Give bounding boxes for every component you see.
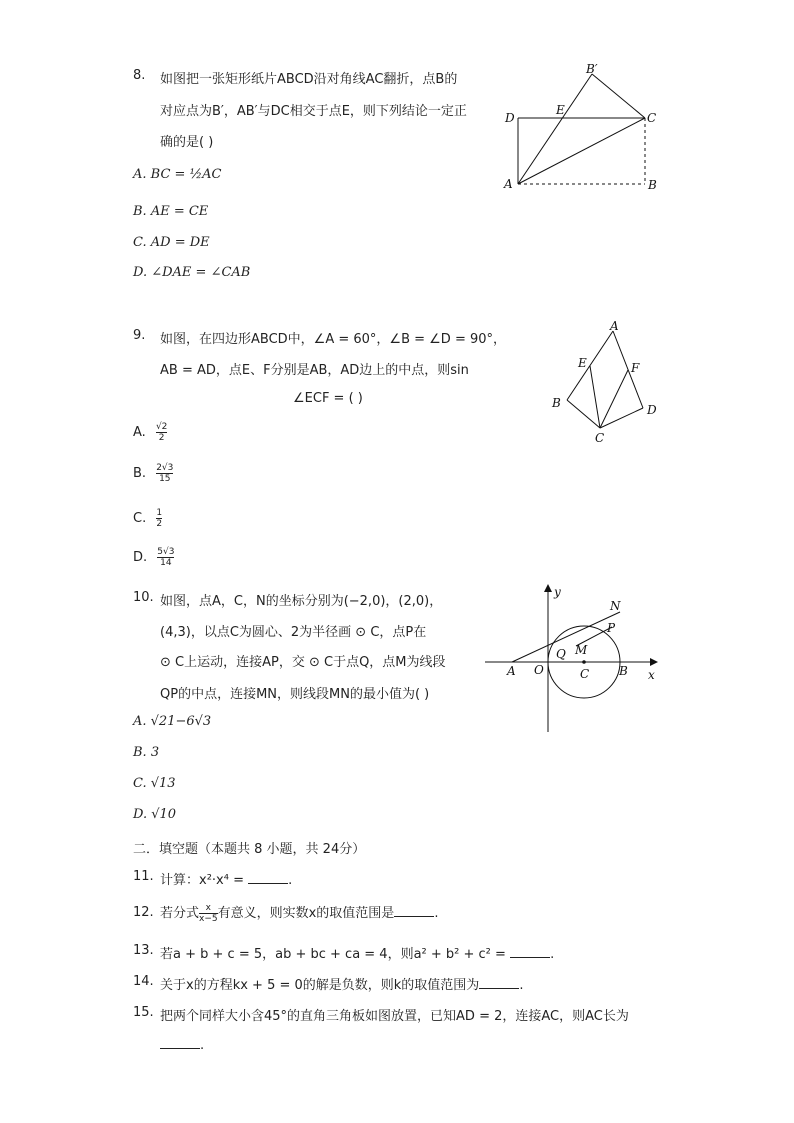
q11-text: 计算：x²·x⁴ = . bbox=[160, 873, 293, 888]
q13-answer-blank[interactable] bbox=[510, 947, 550, 958]
q10-text-line3: ⊙ C上运动，连接AP，交 ⊙ C于点Q，点M为线段 bbox=[160, 655, 446, 670]
q13-number: 13. bbox=[133, 943, 154, 958]
q12-text: 若分式$\frac{x}{x-5}$ 有意义，则实数x的取值范围是 . bbox=[160, 903, 439, 924]
q8-option-d: D. ∠DAE = ∠CAB bbox=[133, 265, 251, 280]
q9-text-line1: 如图，在四边形ABCD中，∠A = 60°，∠B = ∠D = 90°， bbox=[160, 332, 507, 347]
q9-label-e: E bbox=[578, 356, 587, 370]
q9-label-a: A bbox=[610, 319, 619, 333]
q8-text-line3: 确的是( ) bbox=[160, 135, 214, 150]
q14-answer-blank[interactable] bbox=[479, 978, 519, 989]
q9-label-c: C bbox=[595, 431, 605, 445]
q8-label-d: D bbox=[505, 111, 515, 125]
q8-label-c: C bbox=[647, 111, 657, 125]
q14-number: 14. bbox=[133, 974, 154, 989]
q10-option-b: B. 3 bbox=[133, 745, 160, 760]
q9-text-line2: AB = AD，点E、F分别是AB，AD边上的中点，则sin bbox=[160, 363, 469, 378]
q8-option-c: C. AD = DE bbox=[133, 235, 210, 250]
q8-text-line2: 对应点为B′，AB′与DC相交于点E，则下列结论一定正 bbox=[160, 104, 467, 119]
q9-option-a: A. $\frac{√2}{2}$ bbox=[133, 422, 168, 443]
q9-option-c: C. $\frac{1}{2}$ bbox=[133, 508, 163, 529]
q8-rectangle-fold-figure bbox=[495, 58, 670, 198]
q10-label-a: A bbox=[507, 664, 516, 678]
q8-option-a: A. BC = ½AC bbox=[133, 167, 222, 182]
q8-number: 8. bbox=[133, 68, 146, 83]
q10-label-b: B bbox=[619, 664, 628, 678]
q8-label-b-prime: B′ bbox=[586, 62, 598, 76]
q15-answer-blank[interactable] bbox=[160, 1038, 200, 1049]
q12-fraction: $\frac{x}{x-5}$ bbox=[199, 903, 218, 924]
q9-option-d: D. $\frac{5√3}{14}$ bbox=[133, 547, 175, 568]
q8-label-e: E bbox=[556, 103, 565, 117]
q10-label-n: N bbox=[610, 599, 621, 613]
q10-option-a: A. √21−6√3 bbox=[133, 714, 212, 729]
q10-label-x: x bbox=[648, 668, 655, 682]
q9-label-d: D bbox=[647, 403, 657, 417]
q10-label-q: Q bbox=[556, 647, 566, 661]
q10-text-line1: 如图，点A，C，N的坐标分别为(−2,0)，(2,0)， bbox=[160, 594, 443, 609]
q12-answer-blank[interactable] bbox=[394, 906, 434, 917]
q12-number: 12. bbox=[133, 905, 154, 920]
section-heading: 二．填空题（本题共 8 小题，共 24分） bbox=[133, 842, 366, 857]
q10-label-c: C bbox=[580, 667, 590, 681]
q11-number: 11. bbox=[133, 869, 154, 884]
q10-coordinate-circle-figure bbox=[480, 580, 665, 735]
q15-number: 15. bbox=[133, 1005, 154, 1020]
q10-label-p: P bbox=[607, 621, 616, 635]
q10-label-y: y bbox=[554, 585, 561, 599]
q10-option-d: D. √10 bbox=[133, 807, 177, 822]
q9-option-b: B. $\frac{2√3}{15}$ bbox=[133, 463, 174, 484]
q11-answer-blank[interactable] bbox=[248, 873, 288, 884]
q13-text: 若a + b + c = 5，ab + bc + ca = 4，则a² + b² + c² = . bbox=[160, 947, 555, 962]
q10-option-c: C. √13 bbox=[133, 776, 176, 791]
q10-label-o: O bbox=[534, 663, 544, 677]
q15-answer-line: . bbox=[160, 1038, 204, 1053]
q8-label-a: A bbox=[504, 177, 513, 191]
q10-label-m: M bbox=[575, 643, 588, 657]
q9-quadrilateral-figure bbox=[545, 318, 670, 448]
q9-label-b: B bbox=[552, 396, 561, 410]
q8-label-b: B bbox=[648, 178, 657, 192]
q9-text-line3: ∠ECF = ( ) bbox=[293, 391, 363, 406]
q10-text-line2: (4,3)，以点C为圆心、2为半径画 ⊙ C，点P在 bbox=[160, 625, 427, 640]
q10-text-line4: QP的中点，连接MN，则线段MN的最小值为( ) bbox=[160, 687, 430, 702]
q15-text: 把两个同样大小含45°的直角三角板如图放置，已知AD = 2，连接AC，则AC长为 bbox=[160, 1009, 629, 1024]
q14-text: 关于x的方程kx + 5 = 0的解是负数，则k的取值范围为 . bbox=[160, 978, 524, 993]
q9-number: 9. bbox=[133, 328, 146, 343]
q8-option-b: B. AE = CE bbox=[133, 204, 209, 219]
q9-label-f: F bbox=[631, 361, 640, 375]
q10-number: 10. bbox=[133, 590, 154, 605]
q8-text-line1: 如图把一张矩形纸片ABCD沿对角线AC翻折，点B的 bbox=[160, 72, 458, 87]
